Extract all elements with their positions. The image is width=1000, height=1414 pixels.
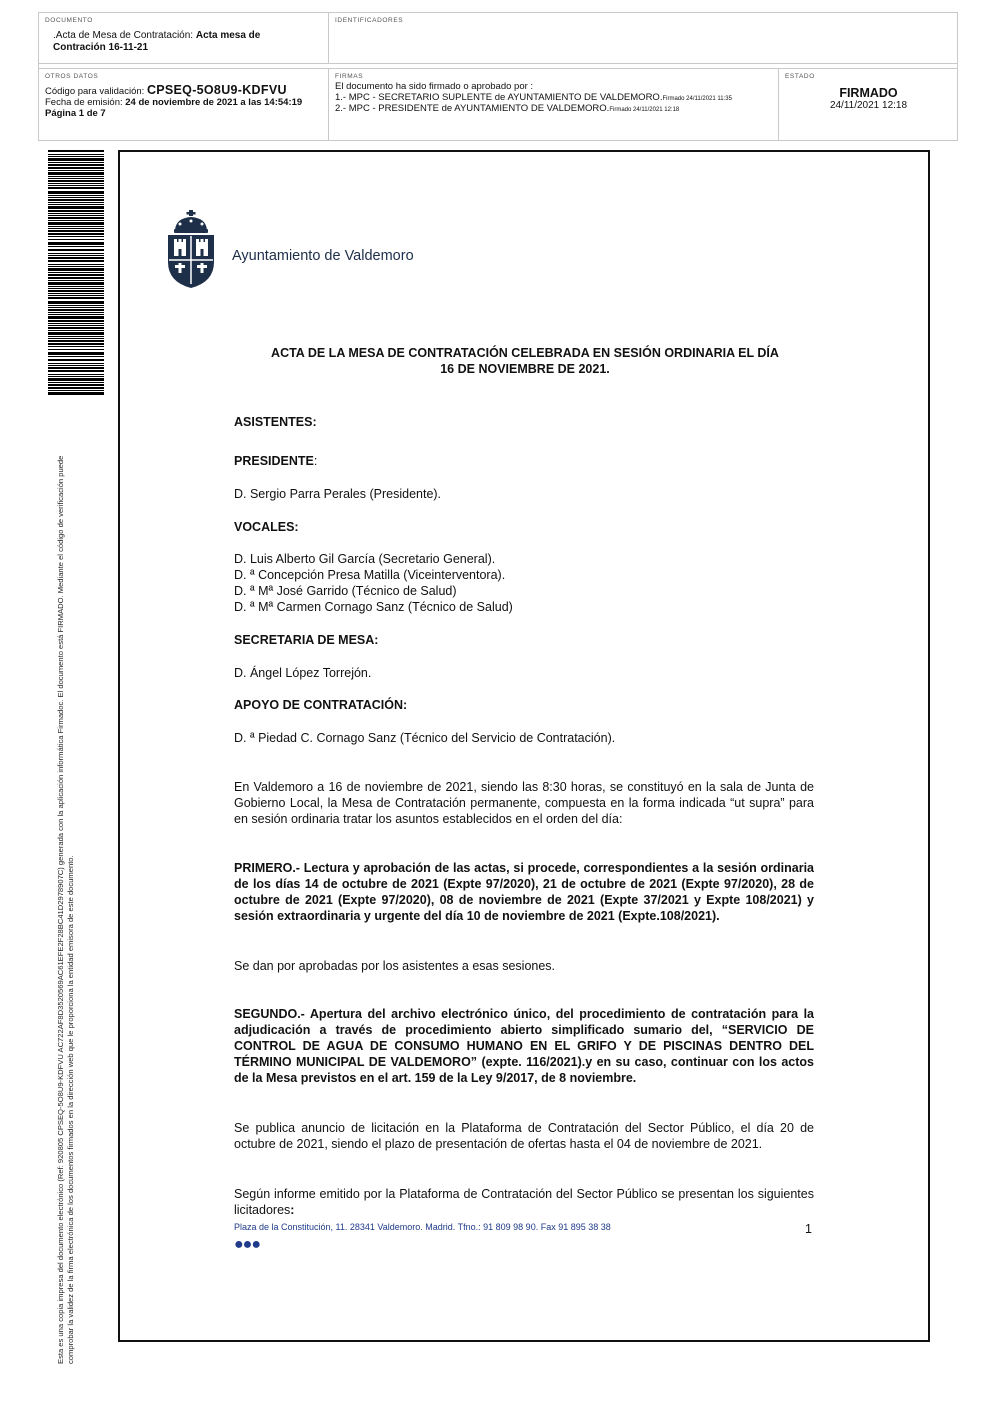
barcode-bar [48, 242, 104, 245]
barcode-bar [48, 365, 104, 366]
document-header [38, 12, 958, 141]
barcode-bar [48, 356, 104, 357]
barcode-bar [48, 191, 104, 194]
firmas-intro: El documento ha sido firmado o aprobado por : [335, 81, 534, 92]
firmante-2-date: Firmado 24/11/2021 12:18 [609, 107, 680, 113]
apoyo-heading: APOYO DE CONTRATACIÓN: [234, 698, 408, 712]
barcode-bar [48, 336, 104, 337]
documento-title [53, 30, 322, 54]
barcode-bar [48, 187, 104, 189]
barcode-bar [48, 233, 104, 235]
barcode-bar [48, 286, 104, 287]
barcode-bar [48, 215, 104, 216]
barcode-bar [48, 349, 104, 350]
barcode-bar [48, 156, 104, 157]
barcode-bar [48, 325, 104, 326]
barcode-bar [48, 226, 104, 227]
barcode-bar [48, 239, 104, 240]
codigo-validacion [45, 85, 322, 97]
barcode-bar [48, 327, 104, 329]
barcode-bar [48, 272, 104, 273]
barcode-bar [48, 332, 104, 335]
side-verification-text: Esta es una copia impresa del documento electrónico (Ref: 920805 CPSEQ-5O8U9-KDFVU AC722AF8D3520569AC61EFE2F28BC41D2978907C) generada con la aplicación informática Firmadoc. El documento está FIRMADO. Mediante el código de verificación puede comprobar la validez de la firma electrónica de los documentos firmados en la dirección web que le proporciona la entidad emisora de este documento. [56, 455, 75, 1364]
footer-dots: ●●● [234, 1236, 260, 1253]
barcode-bar [48, 202, 104, 203]
barcode-bar [48, 290, 104, 292]
barcode-bar [48, 280, 104, 281]
barcode-bar [48, 392, 104, 395]
barcode-bar [48, 154, 104, 155]
vocales-heading: VOCALES: [234, 520, 299, 534]
barcode-bar [48, 230, 104, 232]
identificadores-cell [329, 13, 958, 63]
barcode-bar [48, 253, 104, 254]
barcode-bar [48, 170, 104, 171]
segun-text: Según informe emitido por la Plataforma de Contratación del Sector Público se presentan los siguientes licitadores [234, 1187, 814, 1217]
barcode-bar [48, 295, 104, 296]
barcode-bar [48, 378, 104, 381]
barcode-bar [48, 197, 104, 198]
barcode-bar [48, 162, 104, 163]
barcode-bar [48, 255, 104, 256]
pagina-info [45, 108, 322, 119]
presidente-name: D. Sergio Parra Perales (Presidente). [234, 487, 442, 501]
barcode-bar [48, 180, 104, 182]
barcode-bar [48, 246, 104, 247]
barcode-bar [48, 297, 104, 299]
barcode-bar [48, 185, 104, 186]
secretaria-heading: SECRETARIA DE MESA: [234, 633, 379, 647]
barcode-bar [48, 307, 104, 308]
barcode-bar [48, 222, 104, 225]
barcode [48, 150, 104, 400]
barcode-bar [48, 282, 104, 285]
footer-address: Plaza de la Constitución, 11. 28341 Valdemoro. Madrid. Tfno.: 91 809 98 90. Fax 91 895 38 38 [234, 1222, 611, 1232]
barcode-bar [48, 260, 104, 262]
segun-paragraph [234, 1186, 814, 1218]
vocal-item: D. Luis Alberto Gil García (Secretario General). [234, 552, 496, 566]
estado-cell [779, 69, 958, 141]
barcode-bar [48, 363, 104, 364]
barcode-bar [48, 257, 104, 259]
barcode-bar [48, 236, 104, 237]
primero-paragraph: PRIMERO.- Lectura y aprobación de las actas, si procede, correspondientes a la sesión ordinaria de los días 14 de octubre de 2021 (Expte 97/2020), 21 de octubre de 2021 (Expte 97/2020), 28 de octubre de 2021 (Expte 97/2020), 08 de noviembre de 2021 (Expte 37/2021 y Expte 108/2021) y sesión extraordinaria y urgente del día 10 de noviembre de 2021 (Expte.108/2021). [234, 861, 814, 923]
presidente-label: PRESIDENTE [234, 454, 314, 468]
barcode-bar [48, 172, 104, 175]
otros-caption: OTROS DATOS [45, 73, 99, 80]
barcode-bar [48, 338, 104, 339]
codigo-label: Código para validación: [45, 86, 147, 97]
barcode-bar [48, 178, 104, 179]
title-line-2: 16 DE NOVIEMBRE DE 2021. [440, 362, 610, 376]
barcode-bar [48, 367, 104, 369]
barcode-bar [48, 150, 104, 152]
identificadores-caption: IDENTIFICADORES [335, 17, 404, 24]
barcode-bar [48, 206, 104, 209]
barcode-bar [48, 370, 104, 372]
barcode-bar [48, 249, 104, 251]
barcode-bar [48, 204, 104, 205]
barcode-bar [48, 213, 104, 214]
barcode-bar [48, 376, 104, 377]
page-number: 1 [805, 1222, 812, 1236]
barcode-bar [48, 293, 104, 294]
documento-prefix: .Acta de Mesa de Contratación: [53, 30, 196, 41]
barcode-bar [48, 323, 104, 324]
barcode-bar [48, 382, 104, 383]
logo-text: Ayuntamiento de Valdemoro [232, 248, 414, 264]
barcode-bar [48, 359, 104, 361]
barcode-bar [48, 274, 104, 276]
barcode-bar [48, 330, 104, 331]
barcode-bar [48, 390, 104, 391]
barcode-bar [48, 195, 104, 196]
barcode-bar [48, 164, 104, 166]
barcode-bar [48, 277, 104, 279]
vocal-item: D. ª Mª José Garrido (Técnico de Salud) [234, 584, 457, 598]
barcode-bar [48, 176, 104, 177]
barcode-bar [48, 346, 104, 347]
barcode-bar [48, 264, 104, 265]
estado-value: FIRMADO [839, 86, 898, 100]
estado-caption: ESTADO [785, 73, 815, 80]
barcode-bar [48, 374, 104, 375]
vocal-item: D. ª Mª Carmen Cornago Sanz (Técnico de Salud) [234, 600, 513, 614]
barcode-bar [48, 305, 104, 306]
barcode-bar [48, 167, 104, 169]
valdemoro-crest-logo [166, 210, 216, 288]
barcode-bar [48, 320, 104, 322]
firmante-1-name: 1.- MPC - SECRETARIO SUPLENTE de AYUNTAMIENTO DE VALDEMORO. [335, 91, 663, 103]
presidente-heading: PRESIDENTE: [234, 454, 318, 468]
fecha-label: Fecha de emisión: [45, 97, 126, 108]
estado-date: 24/11/2021 12:18 [829, 100, 908, 111]
firmante-2 [335, 104, 772, 116]
barcode-bar [48, 314, 104, 315]
publica-paragraph: Se publica anuncio de licitación en la Plataforma de Contratación del Sector Público, el día 20 de octubre de 2021, siendo el plazo de presentación de ofertas hasta el 04 de noviembre de 2021. [234, 1121, 814, 1151]
barcode-bar [48, 301, 104, 304]
segundo-paragraph: SEGUNDO.- Apertura del archivo electrónico único, del procedimiento de contratación para la adjudicación a través de procedimiento abierto simplificado sumario del, “SERVICIO DE CONTROL DE AGUA DE CONSUMO HUMANO EN EL GRIFO Y DE PISCINAS DENTRO DEL TÉRMINO MUNICIPAL DE VALDEMORO” (expte. 116/2021).y en su caso, continuar con los actos de la Mesa previstos en el art. 159 de la Ley 9/2017, de 8 noviembre. [234, 1007, 814, 1085]
firmas-caption: FIRMAS [335, 73, 364, 80]
segun-colon: : [290, 1203, 295, 1217]
document-title [230, 345, 820, 377]
primero-result: Se dan por aprobadas por los asistentes a esas sesiones. [234, 959, 556, 973]
fecha-emision [45, 97, 322, 108]
barcode-bar [48, 340, 104, 342]
vocal-item: D. ª Concepción Presa Matilla (Viceinterventora). [234, 568, 506, 582]
barcode-bar [48, 312, 104, 313]
barcode-bar [48, 316, 104, 319]
barcode-bar [48, 387, 104, 389]
barcode-bar [48, 268, 104, 271]
vocales-list [234, 551, 814, 615]
title-line-1: ACTA DE LA MESA DE CONTRATACIÓN CELEBRADA EN SESIÓN ORDINARIA EL DÍA [271, 346, 779, 360]
barcode-bar [48, 217, 104, 219]
barcode-bar [48, 210, 104, 212]
barcode-bar [48, 343, 104, 345]
asistentes-heading: ASISTENTES: [234, 415, 317, 429]
barcode-bar [48, 220, 104, 221]
documento-cell [39, 13, 329, 63]
barcode-bar [48, 288, 104, 289]
page-frame [118, 150, 930, 1342]
barcode-bar [48, 228, 104, 229]
pagina-value: Página 1 de 7 [45, 108, 106, 119]
barcode-bar [48, 183, 104, 184]
intro-paragraph: En Valdemoro a 16 de noviembre de 2021, siendo las 8:30 horas, se constituyó en la sala de Junta de Gobierno Local, la Mesa de Contratación permanente, compuesta en la forma indicada “ut supra” para en sesión ordinaria tratar los asuntos establecidos en el orden del día: [234, 780, 814, 826]
documento-title-line2: Contración 16-11-21 [53, 42, 149, 53]
firmas-cell [329, 69, 779, 141]
barcode-bar [48, 266, 104, 267]
barcode-bar [48, 158, 104, 161]
barcode-bar [48, 199, 104, 201]
firmante-1-date: Firmado 24/11/2021 11:35 [662, 95, 732, 102]
documento-caption: DOCUMENTO [45, 17, 93, 24]
codigo-value: CPSEQ-5O8U9-KDFVU [146, 83, 287, 97]
barcode-bar [48, 384, 104, 386]
apoyo-name: D. ª Piedad C. Cornago Sanz (Técnico del Servicio de Contratación). [234, 731, 616, 745]
secretaria-name: D. Ángel López Torrejón. [234, 666, 372, 680]
barcode-bar [48, 309, 104, 311]
documento-title-bold: Acta mesa de [195, 30, 261, 41]
firmante-2-name: 2.- MPC - PRESIDENTE de AYUNTAMIENTO DE VALDEMORO. [335, 103, 610, 114]
otros-datos-cell [39, 69, 329, 141]
barcode-bar [48, 352, 104, 355]
fecha-value: 24 de noviembre de 2021 a las 14:54:19 [125, 97, 303, 108]
